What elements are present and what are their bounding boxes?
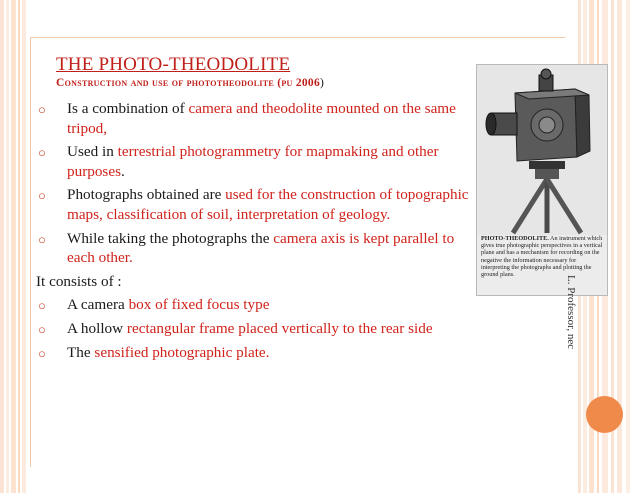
left-stripe: [6, 0, 9, 493]
right-stripe: [626, 0, 630, 493]
frame-line: [30, 37, 565, 38]
bullet-icon: ○: [38, 188, 46, 204]
orange-circle-decoration: [586, 396, 623, 433]
frame-line: [30, 37, 31, 467]
bullet-item: ○ While taking the photographs the camera axis is kept parallel to each other.: [38, 229, 455, 267]
consists-label: It consists of :: [36, 272, 122, 290]
bullet-icon: ○: [38, 102, 46, 117]
left-stripe: [0, 0, 4, 493]
component-item: ○ A camera box of fixed focus type: [38, 295, 474, 315]
slide-subtitle: [56, 77, 324, 89]
side-text: L. Professor, nec: [565, 275, 577, 350]
photo-caption: PHOTO-THEODOLITE. An instrument which gives true photographic perspectives in a vertical plane and has a mechanism for recording on the negative the information necessary for interpreting the photographs and plotting the ground plans.: [481, 235, 603, 279]
bullet-item: ○ Is a combination of camera and theodolite mounted on the same tripod,: [38, 100, 456, 137]
bullet-icon: ○: [38, 298, 46, 314]
camera-illustration: [477, 65, 607, 235]
left-stripe: [11, 0, 16, 493]
subtitle-tail: ): [320, 77, 325, 89]
bullet-item: ○ Used in terrestrial photogrammetry for mapmaking and other purposes.: [38, 143, 439, 180]
phototheodolite-photo: [476, 64, 608, 296]
left-stripe: [18, 0, 20, 493]
component-item: ○ The sensified photographic plate.: [38, 343, 474, 363]
left-stripe: [22, 0, 26, 493]
subtitle-code: pu 2006: [281, 77, 321, 89]
bullet-icon: ○: [38, 231, 46, 247]
component-item: ○ A hollow rectangular frame placed vertically to the rear side: [38, 319, 474, 339]
subtitle-main: Construction and use of phototheodolite (: [56, 77, 282, 89]
bullet-icon: ○: [38, 345, 46, 361]
bullet-list: [38, 99, 474, 366]
bullet-icon: ○: [38, 145, 46, 161]
bullet-item: ○ Photographs obtained are used for the construction of topographic maps, classification of soil, interpretation of geology.: [38, 186, 469, 223]
slide-title: THE PHOTO-THEODOLITE: [56, 54, 291, 75]
bullet-icon: ○: [38, 321, 46, 337]
